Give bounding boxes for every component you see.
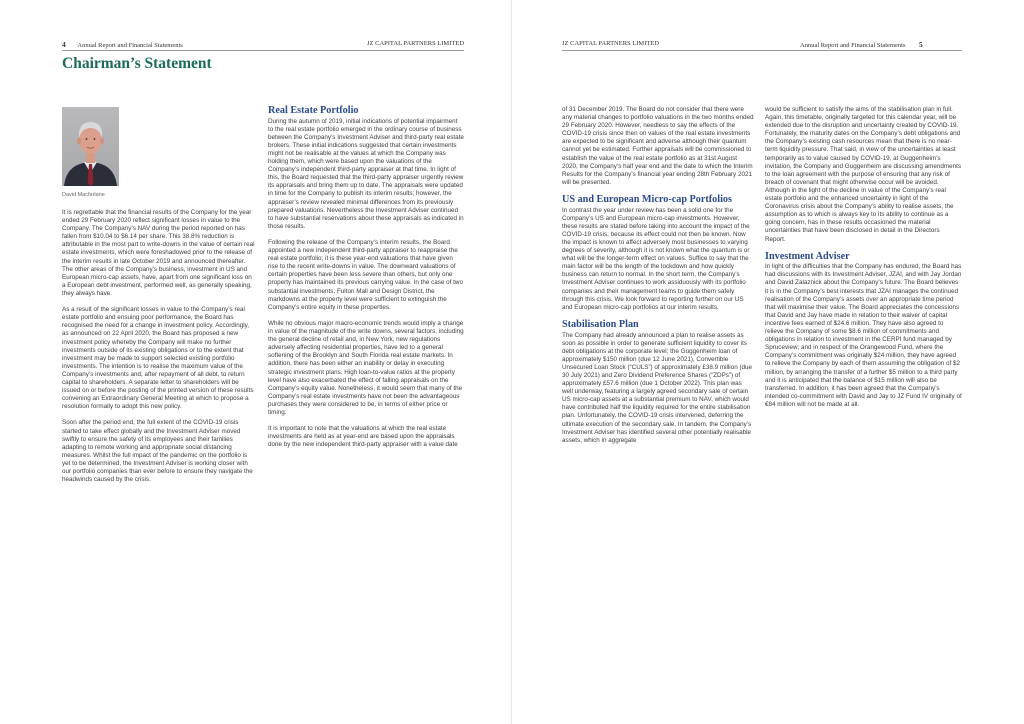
paragraph: It is regrettable that the financial results of the Company for the year ended 29 February 2020 reflect significant losses in value to the Company. The Company’s NAV during the period reported on has fallen from $10.04 to $6.14 per share. This 38.8% reduction is attributable in the most part to write-downs in the value of certain real estate investments, which were foreshadowed prior to the release of the interim results in late October 2019 and announced thereafter. The other areas of the Company’s business, investment in US and European micro-cap assets, have, apart from one significant loss on a European debt investment, performed well, as generally speaking, they always have. — [62, 209, 255, 297]
page-title: Chairman’s Statement — [62, 55, 212, 72]
paragraph: would be sufficient to satisfy the aims of the stabilisation plan in full. Again, this timetable, originally targeted for this calendar year, will be extended due to the disruption and uncertainty created by COVID-19. Fortunately, the maturity dates on the Company’s debt obligations and the Company’s existing cash resources mean that there is no near-term liquidity pressure. That said, in view of the uncertainties at least temporarily as to value caused by COVID-19, at Guggenheim’s invitation, the Company and Guggenheim are discussing amendments to the loan agreement with the purpose of ensuring that any risk of breach of covenant that might otherwise occur will be avoided. Although in the light of the decline in value of the Company’s real estate portfolio and the enhanced uncertainty in light of the Coronavirus crisis about the Company’s ability to realise assets, the assumption as to which is always key to its ability to continue as a going concern, has in these results occasioned the material uncertainties that have been disclosed in detail in the Directors Report. — [765, 106, 962, 243]
paragraph: of 31 December 2019. The Board do not consider that there were any material changes to portfolio valuations in the two months ended 29 February 2020. However, needless to say the effects of the COVID-19 crisis since then on values of the real estate investments are expected to be significant and adverse although their quantum cannot yet be estimated. Further appraisals will be commissioned to establish the value of the real estate portfolio as at 31st August 2020, the Company’s half year end and the date to which the Interim Results for the Company’s financial year ending 28th February 2021 will be presented. — [562, 106, 754, 186]
chairman-photo — [62, 107, 119, 186]
right-page-header-right — [800, 40, 923, 49]
paragraph: It is important to note that the valuations at which the real estate investments are held as at year-end are based upon the appraisals done by the new independent third-party appraiser with a value date — [268, 425, 458, 449]
header-report-title: Annual Report and Financial Statements — [77, 42, 183, 49]
paragraph: Following the release of the Company’s interim results, the Board appointed a new independent third-party appraiser to reappraise the real estate portfolio; it is these year-end valuations that have given rise to the recent write-downs in value. The downward valuations of certain properties have been less severe than others, but only one property has maintained its previous carrying value. In the case of two substantial investments, Fulton Mall and Design District, the markdowns at the property level were sufficient to extinguish the Company’s entire equity in these properties. — [268, 239, 463, 311]
header-company-name: JZ CAPITAL PARTNERS LIMITED — [562, 40, 660, 47]
column-1 — [62, 209, 256, 492]
left-page-header-left — [62, 40, 183, 49]
header-divider — [562, 50, 962, 51]
header-report-title: Annual Report and Financial Statements — [800, 42, 906, 49]
page-number: 4 — [62, 40, 66, 49]
section-heading-micro-cap: US and European Micro-cap Portfolios — [562, 194, 732, 206]
paragraph: In light of the difficulties that the Company has endured, the Board has had discussions with its Investment Adviser, JZAI, and with Jay Jordan and David Zalaznick about the Company’s future. The Board believes it is in the Company’s best interests that JZAI manages the continued realisation of the Company’s assets over an appropriate time period that will maximise their value. The Board appreciates the concessions that David and Jay have made in relation to their waiver of capital incentive fees earned of $24.6 million. They have also agreed to relieve the Company of some $8.6 million of commitments and obligations in relation to investment in the CERPI fund managed by Spruceview; and in respect of the Orangewood Fund, where the Company’s commitment was originally $24 million, they have agreed to relieve the Company by each of them assuming the obligation of $2 million, by arranging the transfer of a further $5 million to a third party and it is anticipated that the balance of $15 million will also be transferred. In addition, it has been agreed that the Company’s intended co-commitment with David and Jay to JZ Fund IV originally of €84 million will not be made at all. — [765, 263, 962, 408]
right-page — [512, 0, 1024, 724]
column-2 — [268, 106, 464, 458]
paragraph: During the autumn of 2019, initial indications of potential impairment to the real estate portfolio emerged in the ordinary course of business between the Company’s Investment Adviser and third-party real estate brokers. These initial indications suggested that certain investments might not be realisable at the values at which the Company was holding them, which were based upon the valuations of the Company’s independent third-party appraiser at that time. In light of this, the Board requested that the third-party appraiser urgently review its appraisals and bring them up to date. The appraisals were updated in time for the Company to publish its interim results; however, the appraiser’s review revealed minimal differences from its previously prepared valuations. Nevertheless the Investment Adviser continued to have substantial reservations about these appraisals as indicated in those results. — [268, 117, 464, 230]
section-heading-real-estate: Real Estate Portfolio — [268, 105, 359, 116]
page-number: 5 — [919, 40, 923, 49]
photo-caption: David Macfarlane — [62, 192, 105, 198]
paragraph: The Company had already announced a plan to realise assets as soon as possible in order to generate sufficient liquidity to cover its debt obligations at the corporate level; the Guggenheim loan of approximately $150 million (due 12 June 2021), Convertible Unsecured Loan Stock (“CULS”) of approximately £38.9 million (due 30 July 2021) and Zero Dividend Preference Shares (“ZDPs”) of approximately £57.6 million (due 1 October 2022). This plan was well underway, featuring a largely agreed secondary sale of certain US micro-cap assets at a substantial premium to NAV, which would have contributed half the liquidity required for the entire stabilisation plan. Unfortunately, the COVID-19 crisis intervened, deferring the ultimate execution of the secondary sale. In tandem, the Company’s Investment Adviser has identified several other potentially realisable assets, which in aggregate — [562, 331, 753, 444]
header-company-name: JZ CAPITAL PARTNERS LIMITED — [367, 40, 465, 47]
section-heading-investment-adviser: Investment Adviser — [765, 250, 850, 262]
column-3 — [562, 106, 754, 453]
paragraph: While no obvious major macro-economic trends would imply a change in value of the magnitude of the write downs, several factors, including the general decline of retail and, in New York, new regulations adversely affecting residential properties, have led to a general softening of the Brooklyn and South Florida real estate markets. In addition, there has been either an inability or delay in executing strategic investment plans. High loan-to-value ratios at the property level have also exacerbated the effect of falling appraisals on the Company’s equity value. Nonetheless, it would seem that many of the Company’s real estate investments have not been the advantageous purchases they were considered to be, in terms of either price or timing. — [268, 319, 464, 416]
paragraph: Soon after the period end, the full extent of the COVID-19 crisis started to take effect globally and the Investment Adviser moved swiftly to ensure the safety of its employees and their families adapting to remote working and appropriate social distancing measures. Whilst the full impact of the pandemic on the portfolio is yet to be determined, the Investment Adviser is working closer with our portfolio companies than ever before to ensure they navigate the headwinds caused by the crisis. — [62, 419, 253, 484]
paragraph: In contrast the year under review has been a solid one for the Company’s US and European micro-cap investments. However, these results are stated before taking into account the impact of the COVID-19 crisis, because its effect could not then be known. Now the impact is known to affect adversely most businesses to varying degrees of severity, although it is not known what the quantum is or what will be the longer-term effect on values. Suffice to say that the main factor will be the length of the lockdown and how quickly business can return to normal. In the short term, the Company’s Investment Adviser continues to work assiduously with its portfolio companies and their management teams to guide them safely through this crisis. We look forward to reporting further on our US and European micro-cap portfolios at our interim results. — [562, 206, 750, 311]
section-heading-stabilisation: Stabilisation Plan — [562, 318, 639, 330]
column-4 — [765, 106, 962, 417]
header-divider — [62, 50, 464, 51]
paragraph: As a result of the significant losses in value to the Company’s real estate portfolio and ensuing poor performance, the Board has recognised the need for a change in investment policy. Accordingly, as announced on 22 April 2020, the Board has proposed a new investment policy whereby the Company will make no further investments outside of its existing obligations or to the extent that investment may be made to support selected existing portfolio investments. The intention is to realise the maximum value of the Company’s investments and, after repayment of all debt, to return capital to shareholders. A separate letter to shareholders will be issued on or before the posting of the printed version of these results convening an Extraordinary General Meeting at which to propose a resolution formally to adopt this new policy. — [62, 306, 254, 411]
